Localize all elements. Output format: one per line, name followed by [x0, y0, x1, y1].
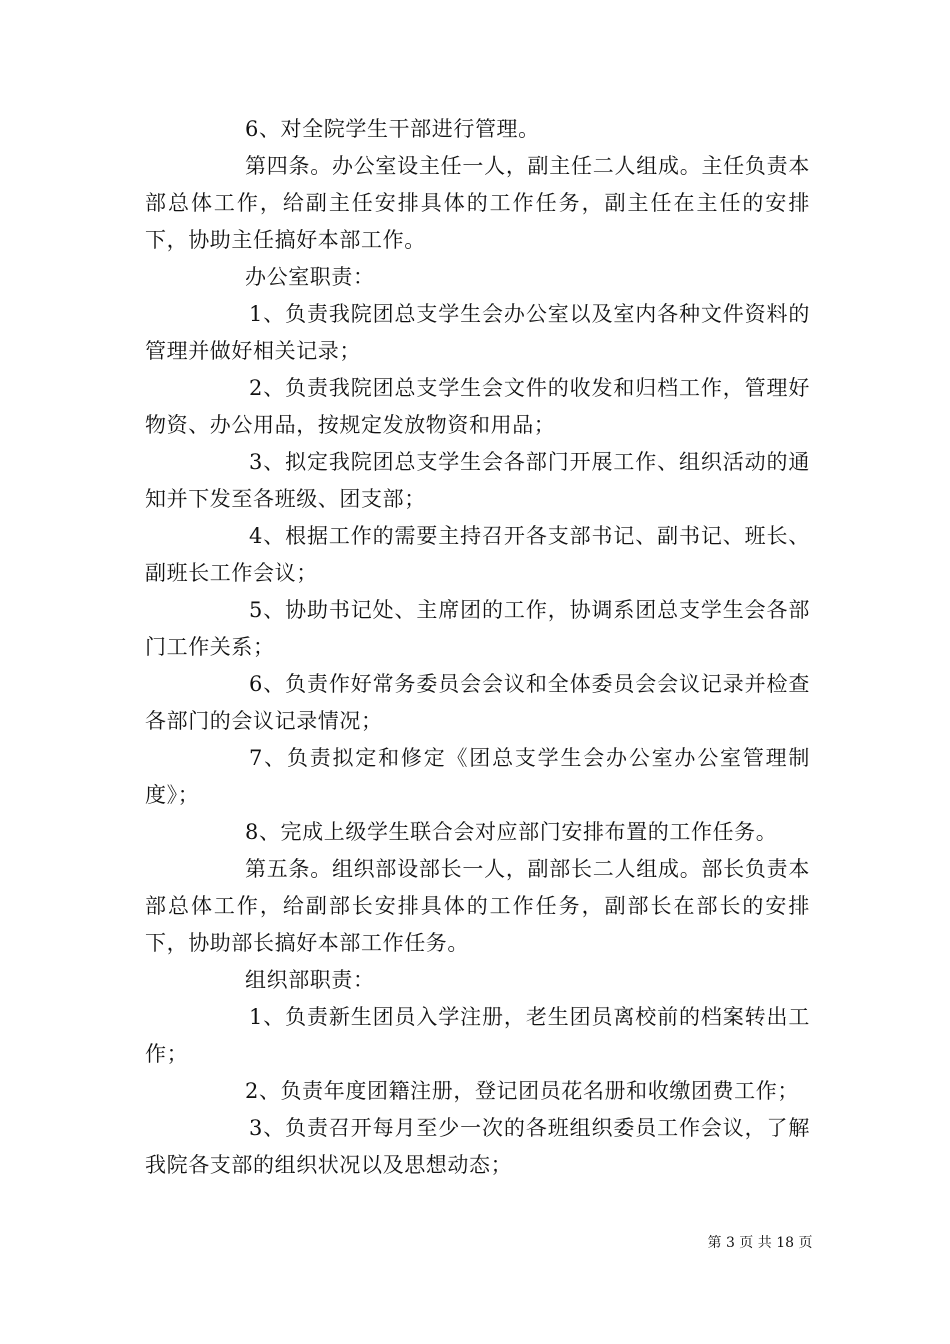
document-body — [145, 111, 810, 1184]
paragraph: 6、负责作好常务委员会会议和全体委员会会议记录并检查各部门的会议记录情况； — [145, 672, 810, 733]
paragraph: 4、根据工作的需要主持召开各支部书记、副书记、班长、副班长工作会议； — [145, 524, 810, 585]
paragraph: 3、拟定我院团总支学生会各部门开展工作、组织活动的通知并下发至各班级、团支部； — [145, 450, 810, 511]
paragraph: 3、负责召开每月至少一次的各班组织委员工作会议，了解我院各支部的组织状况以及思想动态； — [145, 1116, 810, 1177]
paragraph: 组织部职责： — [245, 968, 375, 992]
paragraph: 2、负责年度团籍注册，登记团员花名册和收缴团费工作； — [245, 1079, 799, 1103]
paragraph: 5、协助书记处、主席团的工作，协调系团总支学生会各部门工作关系； — [145, 598, 810, 659]
paragraph: 1、负责我院团总支学生会办公室以及室内各种文件资料的管理并做好相关记录； — [145, 302, 810, 363]
paragraph: 2、负责我院团总支学生会文件的收发和归档工作，管理好物资、办公用品，按规定发放物资和用品； — [145, 376, 810, 437]
paragraph: 7、负责拟定和修定《团总支学生会办公室办公室管理制度》； — [145, 746, 810, 807]
paragraph: 办公室职责： — [245, 265, 375, 289]
page-number: 第 3 页 共 18 页 — [707, 1235, 813, 1251]
page-footer — [0, 1232, 950, 1252]
paragraph: 8、完成上级学生联合会对应部门安排布置的工作任务。 — [245, 820, 778, 844]
paragraph: 1、负责新生团员入学注册，老生团员离校前的档案转出工作； — [145, 1005, 810, 1066]
paragraph: 第四条。办公室设主任一人，副主任二人组成。主任负责本部总体工作，给副主任安排具体的工作任务，副主任在主任的安排下，协助主任搞好本部工作。 — [145, 154, 810, 252]
paragraph: 第五条。组织部设部长一人，副部长二人组成。部长负责本部总体工作，给副部长安排具体的工作任务，副部长在部长的安排下，协助部长搞好本部工作任务。 — [145, 857, 810, 955]
paragraph: 6、对全院学生干部进行管理。 — [245, 117, 540, 141]
